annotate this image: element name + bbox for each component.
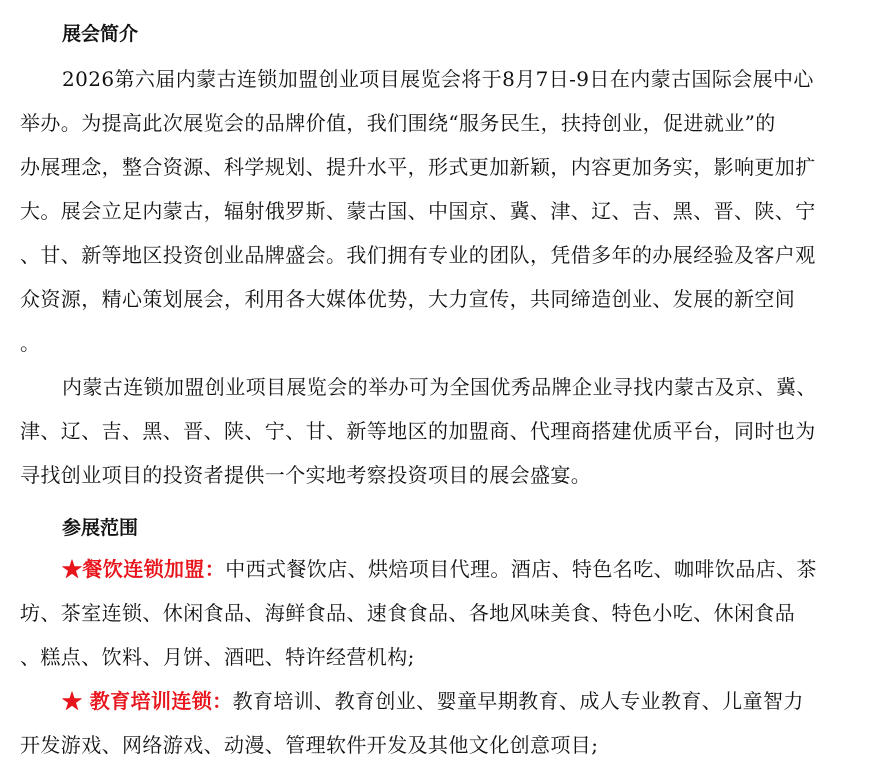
intro-paragraph1-line4: 大。展会立足内蒙古，辐射俄罗斯、蒙古国、中国京、冀、津、辽、吉、黑、晋、陕、宁 (20, 199, 816, 223)
intro-paragraph2-line3: 寻找创业项目的投资者提供一个实地考察投资项目的展会盛宴。 (20, 463, 592, 487)
scope-item-catering-text: 中西式餐饮店、烘焙项目代理。酒店、特色名吃、咖啡饮品店、茶 (225, 557, 817, 581)
scope-item-education-text: 教育培训、教育创业、婴童早期教育、成人专业教育、儿童智力 (232, 689, 804, 713)
scope-item-education (62, 688, 876, 714)
scope-item-catering (62, 556, 876, 582)
intro-paragraph2-line2: 津、辽、吉、黑、晋、陕、宁、甘、新等地区的加盟商、代理商搭建优质平台，同时也为 (20, 419, 816, 443)
scope-item-catering-lead: ★餐饮连锁加盟： (62, 557, 226, 581)
intro-paragraph1-line7: 。 (20, 331, 41, 355)
scope-item-catering-line3: 、糕点、饮料、月饼、酒吧、特许经营机构; (20, 645, 415, 669)
intro-paragraph1-line5: 、甘、新等地区投资创业品牌盛会。我们拥有专业的团队，凭借多年的办展经验及客户观 (20, 243, 816, 267)
intro-paragraph1-line1: 2026第六届内蒙古连锁加盟创业项目展览会将于8月7日-9日在内蒙古国际会展中心 (62, 67, 814, 91)
intro-paragraph1-line6: 众资源，精心策划展会，利用各大媒体优势，大力宣传，共同缔造创业、发展的新空间 (20, 287, 796, 311)
intro-paragraph2-line1: 内蒙古连锁加盟创业项目展览会的举办可为全国优秀品牌企业寻找内蒙古及京、冀、 (62, 375, 817, 399)
scope-item-catering-line2: 坊、茶室连锁、休闲食品、海鲜食品、速食食品、各地风味美食、特色小吃、休闲食品 (20, 601, 796, 625)
intro-paragraph1-line3: 办展理念，整合资源、科学规划、提升水平，形式更加新颖，内容更加务实，影响更加扩 (20, 155, 816, 179)
scope-heading: 参展范围 (62, 517, 139, 539)
scope-item-education-line2: 开发游戏、网络游戏、动漫、管理软件开发及其他文化创意项目; (20, 733, 599, 757)
intro-heading: 展会简介 (62, 23, 139, 45)
scope-item-education-lead: ★ 教育培训连锁： (62, 689, 233, 713)
intro-paragraph1-line2: 举办。为提高此次展览会的品牌价值，我们围绕“服务民生，扶持创业，促进就业”的 (20, 111, 776, 135)
